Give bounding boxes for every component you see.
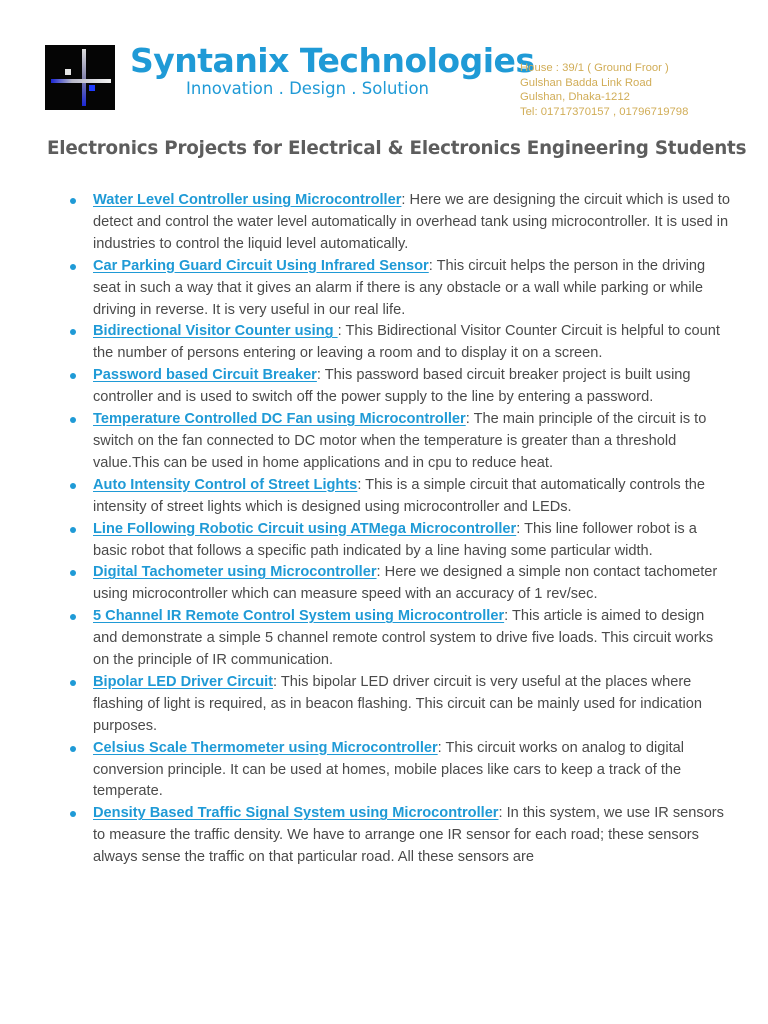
project-link[interactable]: Password based Circuit Breaker <box>93 367 317 384</box>
project-description: : This line follower robot is a basic robot that follows a specific path indicated by a line having some particular width. <box>93 520 697 559</box>
project-description: : This bipolar LED driver circuit is very useful at the places where flashing of light is required, as in beacon flashing. This circuit can be mainly used for indication purposes. <box>93 673 702 734</box>
project-description: : This Bidirectional Visitor Counter Circuit is helpful to count the number of persons entering or leaving a room and to display it on a screen. <box>93 323 720 362</box>
company-address <box>520 61 688 119</box>
company-name: Syntanix Technologies <box>130 41 535 80</box>
project-link[interactable]: Density Based Traffic Signal System using Microcontroller <box>93 805 499 822</box>
list-item <box>70 562 730 606</box>
project-description: : Here we are designing the circuit which is used to detect and control the water level automatically in overhead tank using microcontroller. It is used in industries to control the liquid level automatically. <box>93 192 730 252</box>
address-line: House : 39/1 ( Ground Froor ) <box>520 62 669 74</box>
project-link[interactable]: Auto Intensity Control of Street Lights <box>93 476 358 493</box>
project-link[interactable]: Bidirectional Visitor Counter using <box>93 323 338 340</box>
project-link[interactable]: Bipolar LED Driver Circuit <box>93 673 274 690</box>
bullet-icon <box>70 483 76 489</box>
company-tagline: Innovation . Design . Solution <box>186 79 430 98</box>
address-line: Gulshan, Dhaka-1212 <box>520 91 630 104</box>
bullet-icon <box>70 373 76 379</box>
project-link[interactable]: Car Parking Guard Circuit Using Infrared Sensor <box>93 257 429 274</box>
project-link[interactable]: Digital Tachometer using Microcontroller <box>93 564 377 581</box>
project-link[interactable]: 5 Channel IR Remote Control System using Microcontroller <box>93 608 505 625</box>
project-description: : The main principle of the circuit is to switch on the fan connected to DC motor when the temperature is greater than a threshold value.This can be used in home applications and in cpu to reduce heat. <box>93 411 707 471</box>
list-item <box>70 519 730 563</box>
bullet-icon <box>70 570 76 576</box>
project-description: : This article is aimed to design and demonstrate a simple 5 channel remote control system to drive five loads. This circuit works on the principle of IR communication. <box>93 608 714 669</box>
project-link[interactable]: Celsius Scale Thermometer using Microcontroller <box>93 739 438 756</box>
project-description: : In this system, we use IR sensors to measure the traffic density. We have to arrange one IR sensor for each road; these sensors always sense the traffic on that particular road. All these sensors are <box>93 805 724 866</box>
bullet-icon <box>70 614 76 620</box>
list-item <box>70 409 730 475</box>
bullet-icon <box>70 198 76 204</box>
list-item <box>70 475 730 519</box>
list-item <box>70 672 730 738</box>
bullet-icon <box>70 746 76 752</box>
project-link[interactable]: Line Following Robotic Circuit using ATMega Microcontroller <box>93 520 517 537</box>
list-item <box>70 321 730 365</box>
bullet-icon <box>70 527 76 533</box>
letterhead <box>0 0 768 130</box>
project-description: : This password based circuit breaker project is built using controller and is used to switch off the power supply to the line by entering a password. <box>93 367 691 406</box>
project-list <box>70 190 730 869</box>
syntanix-crosshair-logo-icon <box>45 45 115 110</box>
project-link[interactable]: Water Level Controller using Microcontroller <box>93 192 402 208</box>
bullet-icon <box>70 264 76 270</box>
list-item <box>70 365 730 409</box>
address-phone-line: Tel: 01717370157 , 01796719798 <box>520 105 689 118</box>
project-description: : Here we designed a simple non contact tachometer using microcontroller which can measure speed with an accuracy of 1 rev/sec. <box>93 564 718 603</box>
address-line: Gulshan Badda Link Road <box>520 76 652 89</box>
project-description: : This circuit works on analog to digital conversion principle. It can be used at homes, mobile places like cars to keep a track of the temperate. <box>93 739 684 800</box>
bullet-icon <box>70 329 76 335</box>
list-item <box>70 190 730 256</box>
bullet-icon <box>70 680 76 686</box>
list-item <box>70 606 730 672</box>
list-item <box>70 738 730 804</box>
project-description: : This circuit helps the person in the driving seat in such a way that it gives an alarm if there is any obstacle or a wall while parking or while driving in reverse. It is very useful in our real life. <box>93 257 706 318</box>
project-link[interactable]: Temperature Controlled DC Fan using Microcontroller <box>93 411 466 428</box>
project-description: : This is a simple circuit that automatically controls the intensity of street lights which is designed using microcontroller and LEDs. <box>93 476 705 515</box>
bullet-icon <box>70 417 76 423</box>
list-item <box>70 256 730 322</box>
list-item <box>70 803 730 869</box>
bullet-icon <box>70 811 76 817</box>
document-title: Electronics Projects for Electrical & Electronics Engineering Students <box>47 138 747 159</box>
